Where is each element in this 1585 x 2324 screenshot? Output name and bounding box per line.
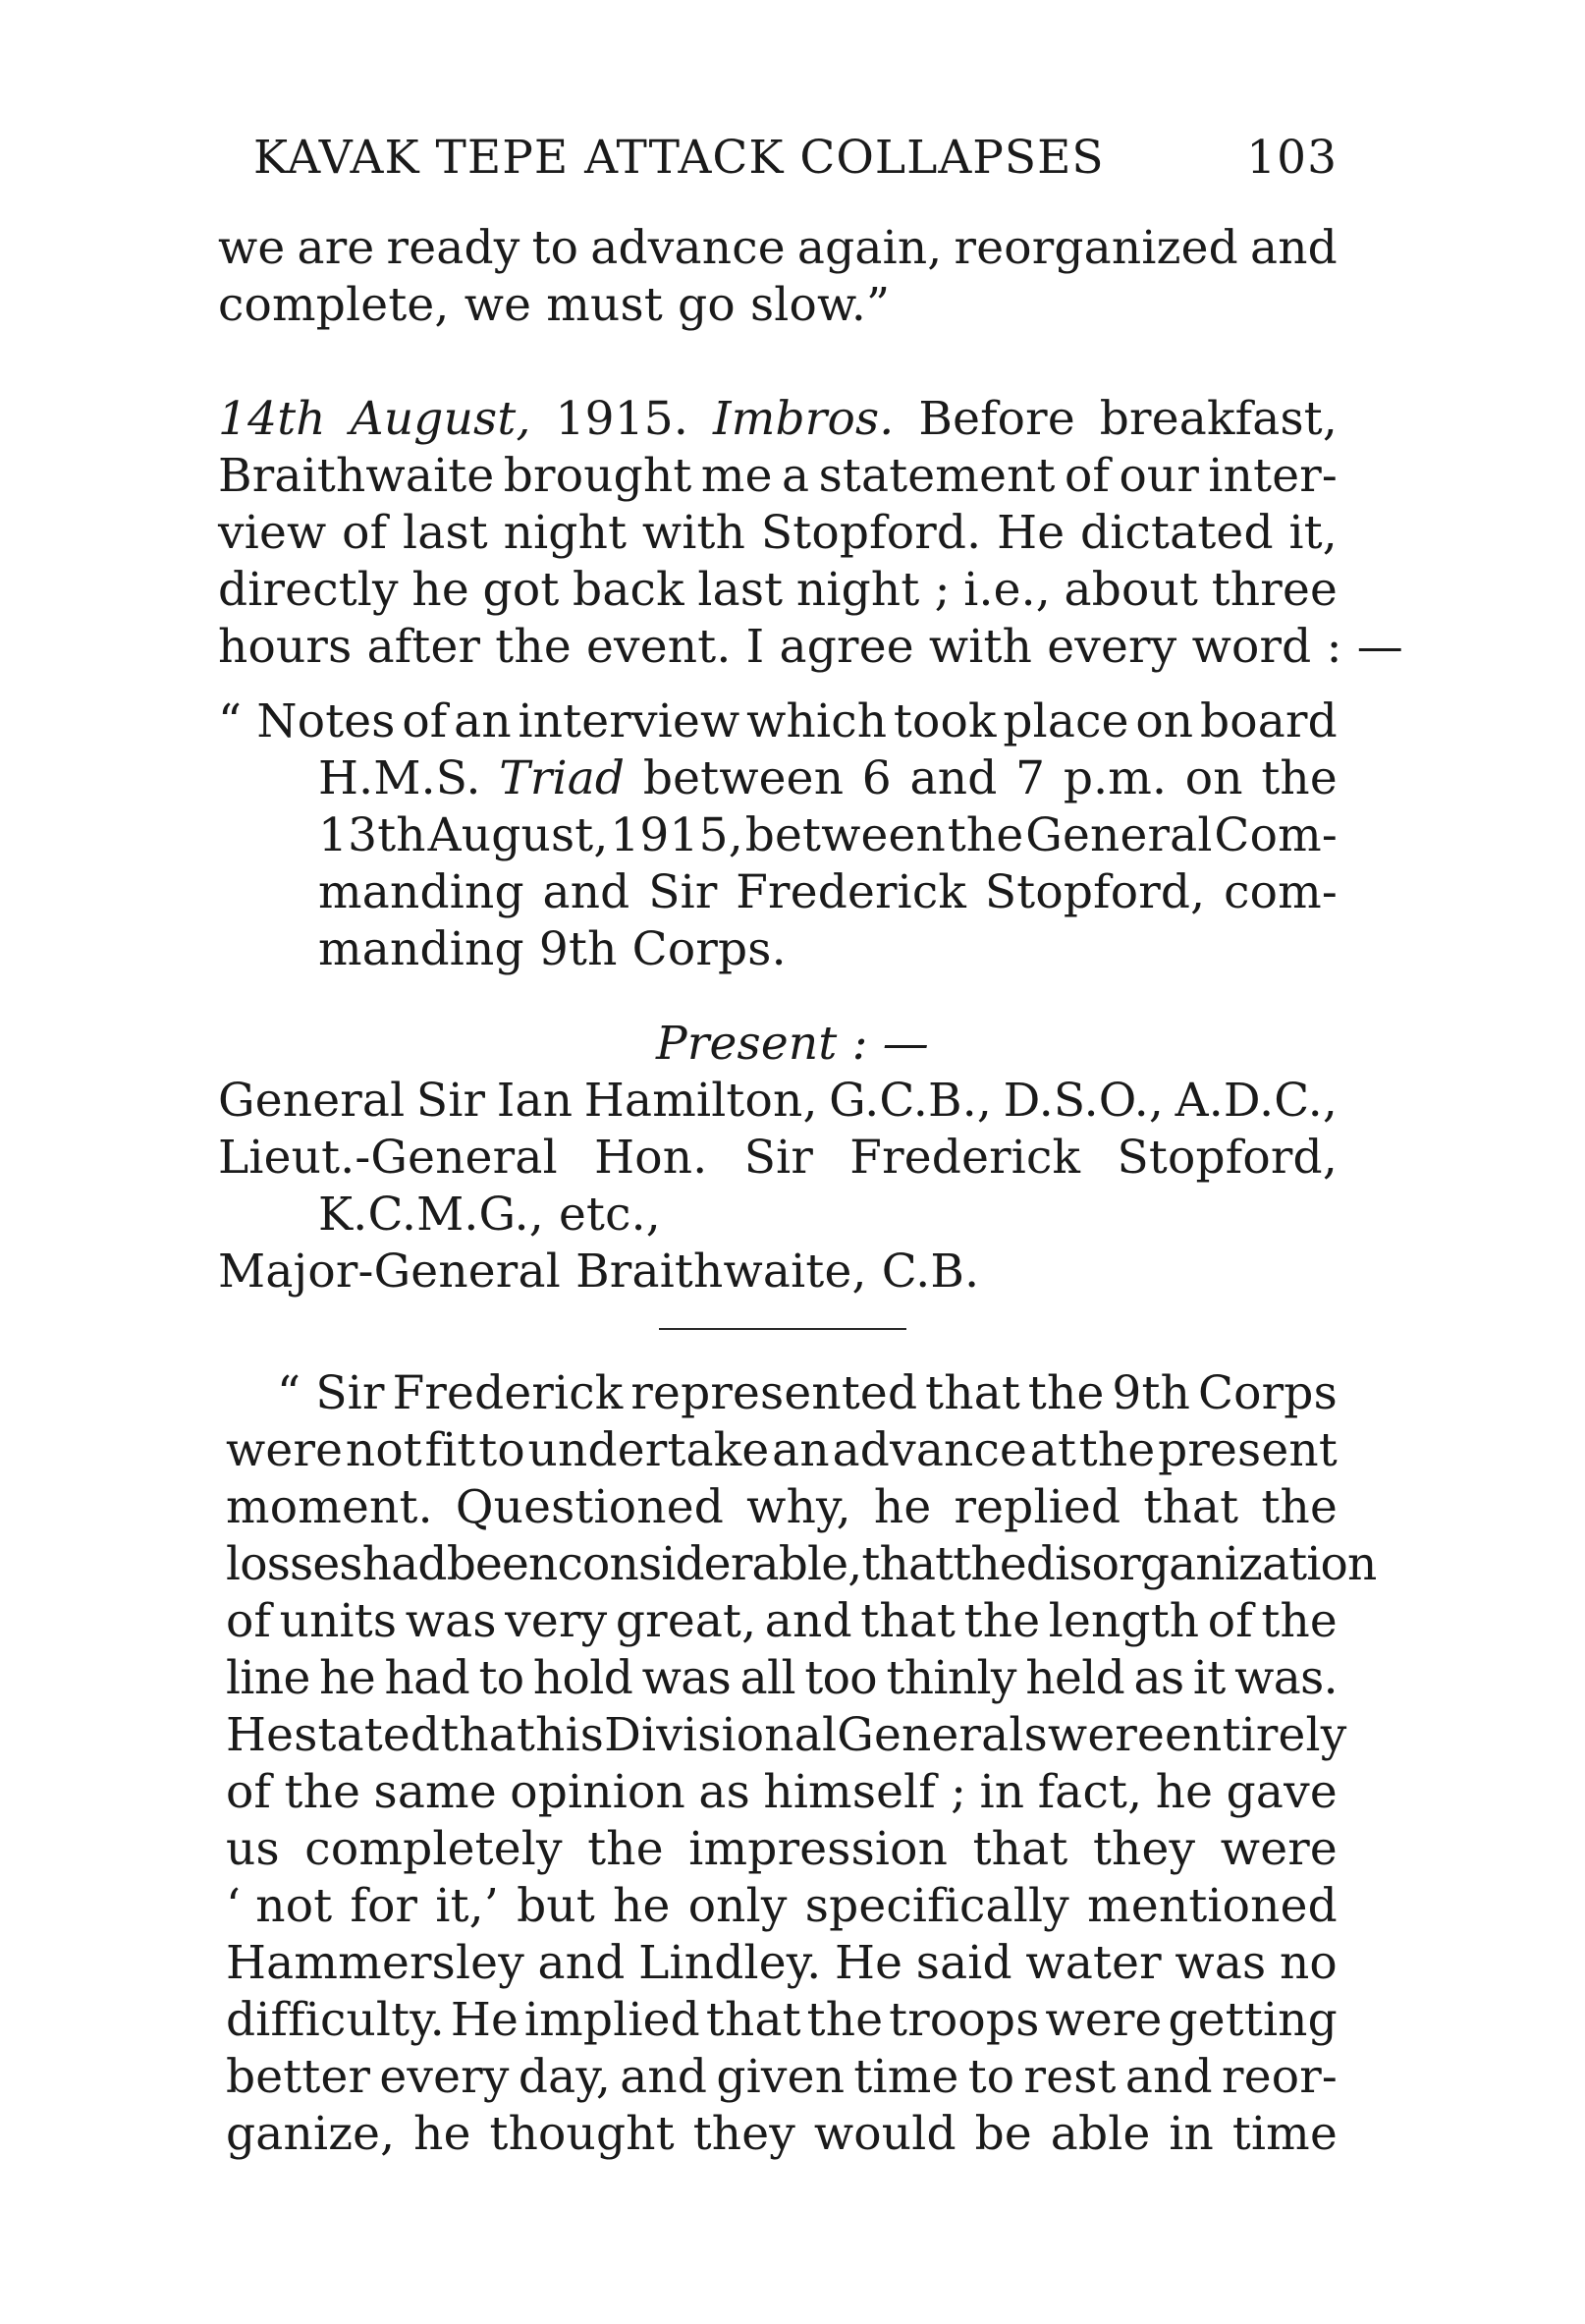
word: thought <box>489 2107 675 2161</box>
diary-entry-first-line <box>218 391 1338 448</box>
word: to <box>531 221 579 275</box>
word: breakfast, <box>1099 392 1338 446</box>
word: that <box>972 1822 1068 1876</box>
word: board <box>1199 694 1338 748</box>
word: Sir <box>743 1131 813 1185</box>
word: they <box>1092 1822 1196 1876</box>
word: A.D.C., <box>1175 1074 1338 1128</box>
word: Stopford. <box>760 506 982 560</box>
word: Stopford, <box>1117 1131 1338 1185</box>
word: undertake <box>527 1423 770 1477</box>
word: disorganization <box>1025 1537 1377 1591</box>
word: inter- <box>1208 449 1338 503</box>
word: again, <box>796 221 943 275</box>
word: opinion <box>510 1765 685 1819</box>
attendee-line: K.C.M.G., etc., <box>318 1188 661 1242</box>
word: Sir <box>415 1074 486 1128</box>
word: time <box>853 2050 959 2104</box>
running-header <box>253 130 1338 187</box>
word: been <box>446 1537 558 1591</box>
word: took <box>893 694 997 748</box>
word: are <box>297 221 375 275</box>
word: the <box>284 1765 361 1819</box>
word: water <box>1025 1936 1162 1990</box>
text-line <box>277 1365 1338 1422</box>
word: and <box>620 2050 708 2104</box>
word: reorganized <box>954 221 1238 275</box>
word: not <box>345 1423 422 1477</box>
word: troops <box>889 1993 1040 2047</box>
word: that <box>440 1708 536 1762</box>
entry-date-year: 1915. <box>555 392 689 446</box>
word: that <box>705 1993 801 2047</box>
word: an <box>772 1423 830 1477</box>
word: a <box>782 449 810 503</box>
word: our <box>1119 449 1200 503</box>
word: 1915, <box>610 808 743 862</box>
word: three <box>1211 563 1338 617</box>
word: Frederick <box>392 1366 624 1420</box>
word: place <box>1003 694 1129 748</box>
word: considerable, <box>557 1537 862 1591</box>
word: thinly <box>886 1651 1016 1705</box>
text-line <box>218 220 1338 277</box>
word: of <box>226 1594 272 1648</box>
word: Generals <box>837 1708 1048 1762</box>
word: and <box>1124 2050 1213 2104</box>
word: better <box>226 2050 371 2104</box>
word: got <box>482 563 560 617</box>
word: line <box>226 1651 310 1705</box>
word: getting <box>1168 1993 1338 2047</box>
word: Com- <box>1214 808 1338 862</box>
entry-place: Imbros. <box>712 392 895 446</box>
word: given <box>716 2050 846 2104</box>
word: He <box>834 1936 903 1990</box>
word: “ Notes <box>218 694 396 748</box>
word: only <box>687 1879 788 1933</box>
word: night <box>503 506 628 560</box>
word: and <box>1249 221 1338 275</box>
word: he <box>413 2107 471 2161</box>
text-line <box>318 807 1338 864</box>
word: the <box>953 1537 1026 1591</box>
word: every <box>379 2050 510 2104</box>
word: was. <box>1234 1651 1338 1705</box>
word: held <box>1025 1651 1125 1705</box>
text-line <box>218 505 1338 562</box>
word: replied <box>954 1480 1121 1534</box>
word: August, <box>427 808 609 862</box>
word: view <box>218 506 327 560</box>
word: Frederick <box>849 1131 1081 1185</box>
word: specifically <box>804 1879 1069 1933</box>
section-divider <box>659 1328 906 1330</box>
word: Hammersley <box>226 1936 524 1990</box>
word: it <box>1192 1651 1226 1705</box>
word: we <box>218 221 286 275</box>
word: of <box>342 506 388 560</box>
word: and <box>764 1594 852 1648</box>
word: He <box>450 1993 519 2047</box>
word: mentioned <box>1087 1879 1338 1933</box>
word: at <box>1029 1423 1077 1477</box>
word: statement <box>818 449 1056 503</box>
word: dictated <box>1080 506 1274 560</box>
word: to <box>478 1651 524 1705</box>
word: no <box>1279 1936 1338 1990</box>
word: the <box>1027 1366 1105 1420</box>
word: that <box>925 1366 1021 1420</box>
word: brought <box>503 449 692 503</box>
word: D.S.O., <box>1003 1074 1165 1128</box>
word: for <box>350 1879 418 1933</box>
text-line <box>318 864 1338 921</box>
word: it, <box>1288 506 1338 560</box>
word: ganize, <box>226 2107 396 2161</box>
word: fact, <box>1037 1765 1143 1819</box>
word: would <box>813 2107 956 2161</box>
word: very <box>505 1594 608 1648</box>
word: “ Sir <box>277 1366 385 1420</box>
text-line <box>226 1764 1338 1821</box>
word: gave <box>1226 1765 1338 1819</box>
text-line <box>226 1536 1377 1593</box>
word: He <box>226 1708 295 1762</box>
word: the <box>806 1993 884 2047</box>
word: Sir <box>648 865 718 919</box>
word: the <box>587 1822 664 1876</box>
word: same <box>373 1765 497 1819</box>
text-line <box>226 1650 1338 1707</box>
word: an <box>454 694 512 748</box>
word: they <box>692 2107 796 2161</box>
word: had <box>361 1537 447 1591</box>
word: his <box>535 1708 605 1762</box>
word: Lindley. <box>638 1936 822 1990</box>
word: Braithwaite <box>218 449 495 503</box>
word: 13th <box>318 808 426 862</box>
word: stated <box>294 1708 441 1762</box>
entry-date-month: August, <box>350 392 531 446</box>
word: length <box>1048 1594 1200 1648</box>
word: himself ; <box>763 1765 967 1819</box>
running-title: KAVAK TEPE ATTACK COLLAPSES <box>253 131 1105 185</box>
word: impression <box>688 1822 949 1876</box>
word: that <box>1143 1480 1239 1534</box>
word: too <box>804 1651 878 1705</box>
word: i.e., <box>963 563 1051 617</box>
word: moment. <box>226 1480 433 1534</box>
text-line <box>218 693 1338 750</box>
word: all <box>739 1651 795 1705</box>
word: of <box>226 1765 272 1819</box>
word: rest <box>1023 2050 1117 2104</box>
attendee-line <box>218 1073 1338 1130</box>
word: and <box>542 865 630 919</box>
word: was <box>405 1594 497 1648</box>
word: was <box>641 1651 732 1705</box>
word: he <box>613 1879 671 1933</box>
word: fit <box>424 1423 476 1477</box>
word: 6 <box>861 751 892 805</box>
word: about <box>1064 563 1199 617</box>
word: great, <box>615 1594 757 1648</box>
attendee-line: Major-General Braithwaite, C.B. <box>218 1245 980 1299</box>
word: last <box>697 563 784 617</box>
word: the <box>1261 751 1338 805</box>
word: time <box>1231 2107 1338 2161</box>
word: ready <box>386 221 520 275</box>
word: the <box>1261 1594 1338 1648</box>
text-line <box>226 1821 1338 1878</box>
word: Questioned <box>455 1480 725 1534</box>
word: able <box>1050 2107 1151 2161</box>
word: on <box>1184 751 1243 805</box>
word: in <box>979 1765 1025 1819</box>
word: that <box>861 1537 954 1591</box>
word: the <box>963 1594 1041 1648</box>
word: day, <box>518 2050 611 2104</box>
word: was <box>1175 1936 1267 1990</box>
word: hold <box>532 1651 633 1705</box>
word: directly <box>218 563 399 617</box>
word: said <box>915 1936 1012 1990</box>
text-line <box>226 1707 1347 1764</box>
word: the <box>947 808 1024 862</box>
word: advance <box>590 221 786 275</box>
word: me <box>700 449 773 503</box>
word: on <box>1135 694 1194 748</box>
text-line <box>318 750 1338 807</box>
word: losses <box>226 1537 362 1591</box>
word: manding <box>318 865 524 919</box>
word: General <box>1025 808 1213 862</box>
word: entirely <box>1165 1708 1347 1762</box>
word: why, <box>746 1480 851 1534</box>
text-line <box>226 1935 1338 1992</box>
word: of <box>402 694 448 748</box>
text-line <box>226 1878 1338 1935</box>
word: and <box>537 1936 626 1990</box>
word: General <box>218 1074 406 1128</box>
word: back <box>573 563 684 617</box>
word: were <box>1220 1822 1338 1876</box>
text-line <box>226 1593 1338 1650</box>
word: advance <box>832 1423 1028 1477</box>
word: p.m. <box>1063 751 1168 805</box>
word: present <box>1158 1423 1338 1477</box>
word: between <box>642 751 845 805</box>
word: implied <box>523 1993 700 2047</box>
word: us <box>226 1822 280 1876</box>
word: he <box>319 1651 376 1705</box>
word: Divisional <box>604 1708 838 1762</box>
word: of <box>1207 1594 1253 1648</box>
present-heading: Present : — <box>656 1017 929 1071</box>
attendee-line <box>218 1130 1338 1187</box>
word: Frederick <box>736 865 967 919</box>
text-line <box>226 2049 1338 2106</box>
text-line <box>226 1422 1338 1479</box>
text-line: complete, we must go slow.” <box>218 278 891 332</box>
word: be <box>974 2107 1032 2161</box>
word: to <box>478 1423 525 1477</box>
word: Ian <box>496 1074 574 1128</box>
word: were <box>1045 1993 1163 2047</box>
word: Hamilton, <box>583 1074 818 1128</box>
word: G.C.B., <box>829 1074 993 1128</box>
word: that <box>860 1594 956 1648</box>
word: the <box>1261 1480 1338 1534</box>
word: last <box>403 506 488 560</box>
word: were <box>1047 1708 1166 1762</box>
word: Before <box>918 392 1075 446</box>
word: but <box>517 1879 595 1933</box>
text-line <box>226 2106 1338 2163</box>
text-line <box>226 1479 1338 1536</box>
word: com- <box>1224 865 1338 919</box>
word: night ; <box>795 563 951 617</box>
word: and <box>909 751 998 805</box>
word: represented <box>630 1366 918 1420</box>
text-line <box>218 448 1338 505</box>
word: ‘ not <box>226 1879 333 1933</box>
word: 9th <box>1112 1366 1191 1420</box>
word: to <box>967 2050 1015 2104</box>
word: the <box>1078 1423 1156 1477</box>
word: completely <box>304 1822 563 1876</box>
word: it,’ <box>435 1879 499 1933</box>
word: Lieut.-General <box>218 1131 558 1185</box>
page-number: 103 <box>1246 131 1338 185</box>
ship-name: Triad <box>499 751 626 805</box>
word: with <box>641 506 746 560</box>
word: between <box>744 808 947 862</box>
word: he <box>1155 1765 1214 1819</box>
word: 7 <box>1015 751 1046 805</box>
word: He <box>997 506 1066 560</box>
word: were <box>226 1423 344 1477</box>
word: interview <box>518 694 740 748</box>
text-line: manding 9th Corps. <box>318 922 787 976</box>
word: Stopford, <box>984 865 1206 919</box>
word: he <box>411 563 469 617</box>
text-line: hours after the event. I agree with every word : — <box>218 620 1403 674</box>
word: units <box>279 1594 398 1648</box>
word: he <box>873 1480 932 1534</box>
word: as <box>698 1765 750 1819</box>
word: difficulty. <box>226 1993 445 2047</box>
word: had <box>384 1651 470 1705</box>
word: H.M.S. <box>318 751 481 805</box>
entry-date-day: 14th <box>218 392 326 446</box>
word: as <box>1133 1651 1184 1705</box>
word: in <box>1169 2107 1215 2161</box>
text-line <box>218 562 1338 619</box>
word: which <box>746 694 888 748</box>
word: of <box>1065 449 1111 503</box>
word: Corps <box>1197 1366 1338 1420</box>
word: Hon. <box>594 1131 708 1185</box>
word: reor- <box>1222 2050 1338 2104</box>
text-line <box>226 1992 1338 2049</box>
